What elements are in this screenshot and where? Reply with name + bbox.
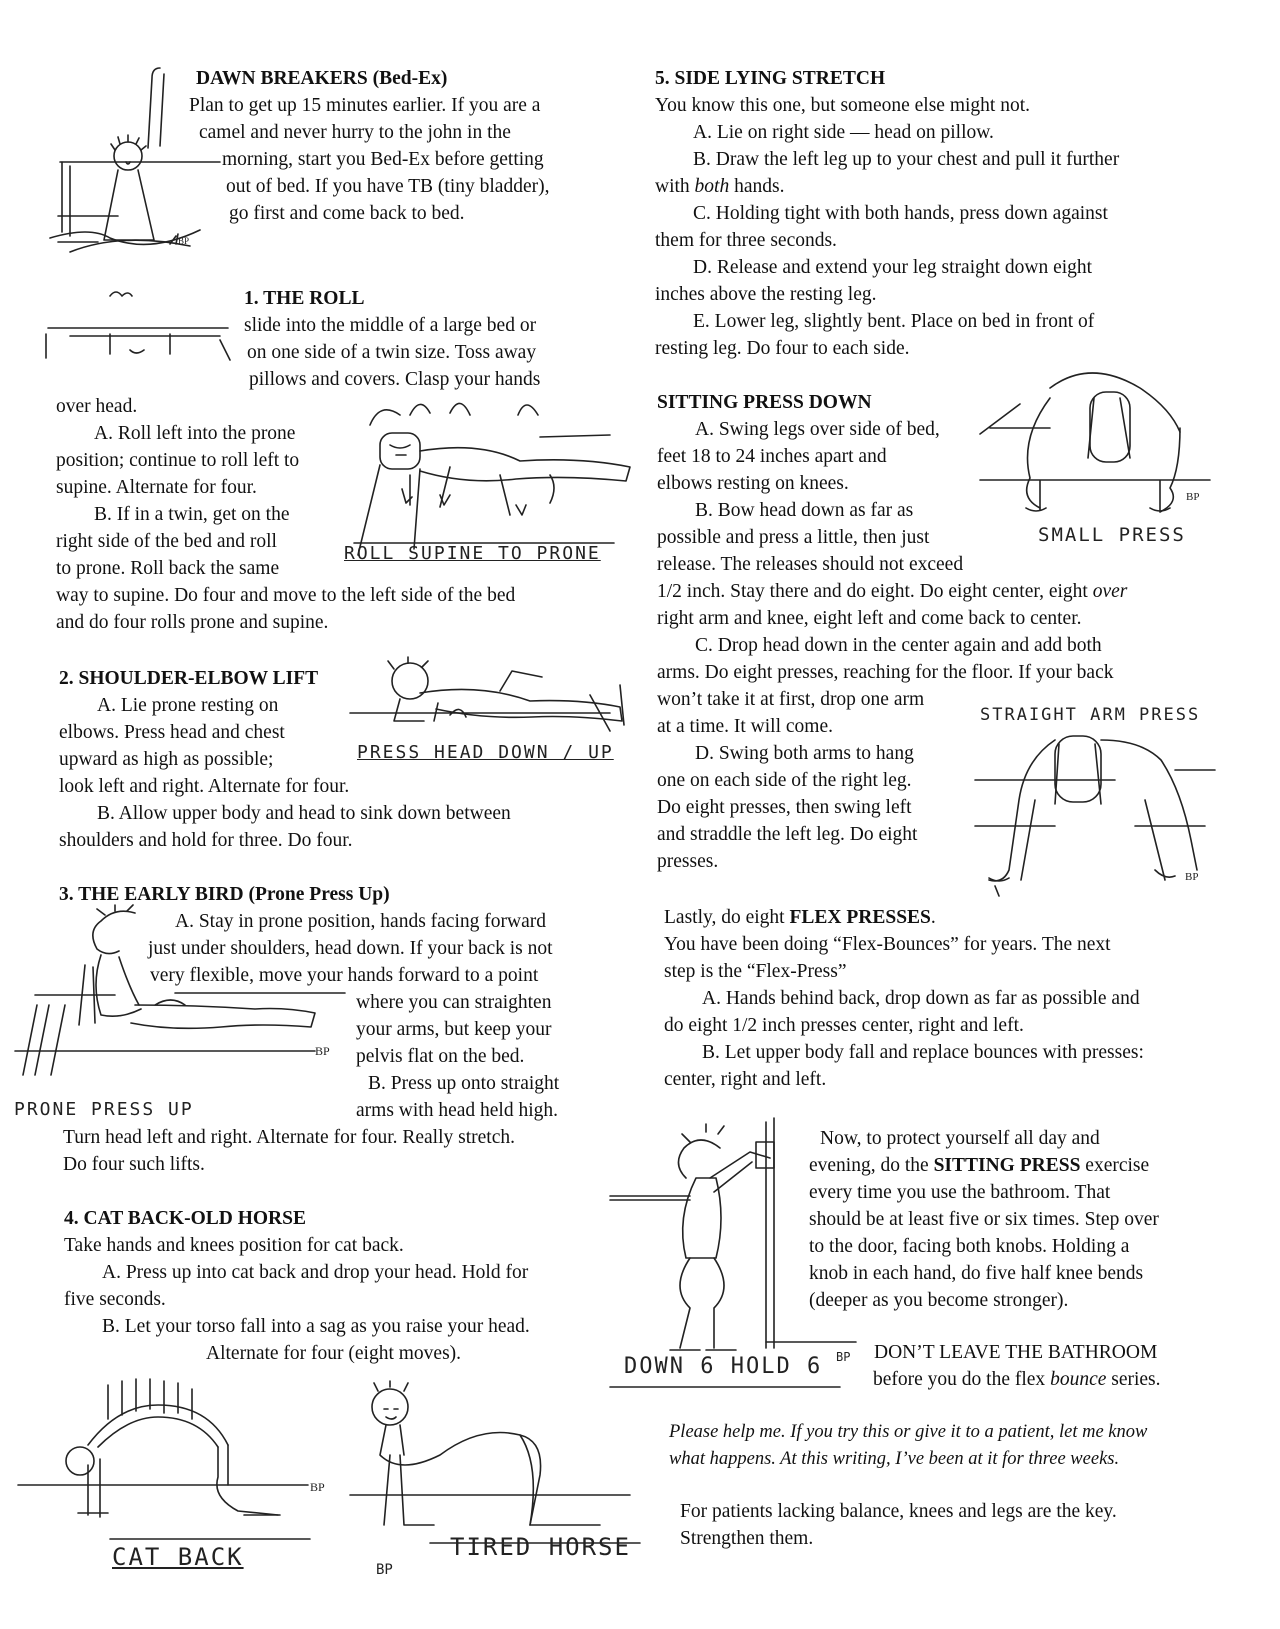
dont-series: series. <box>1106 1369 1161 1390</box>
early-a-line-2: just under shoulders, head down. If your back is not <box>148 938 553 959</box>
flex-period: . <box>930 907 936 928</box>
small-press-caption: SMALL PRESS <box>1038 524 1186 546</box>
side-b-line-2 <box>655 173 784 200</box>
straight-arm-sketch <box>975 730 1215 910</box>
early-bird-title: 3. THE EARLY BIRD (Prone Press Up) <box>59 884 390 905</box>
early-b-line-1: B. Press up onto straight <box>368 1073 560 1094</box>
flex-a-line-2: do eight 1/2 inch presses center, right and left. <box>664 1015 1024 1036</box>
side-a: A. Lie on right side — head on pillow. <box>693 122 994 143</box>
roll-b-line-1: B. If in a twin, get on the <box>94 504 290 525</box>
cat-back-title: 4. CAT BACK-OLD HORSE <box>64 1208 306 1229</box>
artist-initials: BP <box>310 1480 325 1494</box>
dont-leave-line-2 <box>873 1366 1161 1393</box>
flex-line-3: step is the “Flex-Press” <box>664 961 847 982</box>
dawn-breakers-title: DAWN BREAKERS (Bed-Ex) <box>196 68 448 89</box>
straight-arm-caption: STRAIGHT ARM PRESS <box>980 705 1201 725</box>
down-hold-caption: DOWN 6 HOLD 6 <box>624 1354 823 1379</box>
early-bird-sketch <box>15 905 345 1095</box>
flex-a-line-1: A. Hands behind back, drop down as far as possible and <box>702 988 1140 1009</box>
roll-caption: ROLL SUPINE TO PRONE <box>344 543 601 564</box>
patients-line-2: Strengthen them. <box>680 1528 814 1549</box>
early-a-line-6: pelvis flat on the bed. <box>356 1046 525 1067</box>
dawn-line-5: go first and come back to bed. <box>229 203 465 224</box>
artist-initials: BP <box>315 1044 330 1058</box>
early-a-line-5: your arms, but keep your <box>356 1019 552 1040</box>
sitting-press-title: SITTING PRESS DOWN <box>657 392 872 413</box>
dawn-line-4: out of bed. If you have TB (tiny bladder), <box>226 176 550 197</box>
bed-sketch <box>40 320 230 370</box>
side-lying-title: 5. SIDE LYING STRETCH <box>655 68 886 89</box>
cat-line-1: Take hands and knees position for cat back. <box>64 1235 404 1256</box>
sitting-b-line-3: release. The releases should not exceed <box>657 554 964 575</box>
artist-initials: BP <box>1185 871 1199 883</box>
bath-line-5: to the door, facing both knobs. Holding a <box>809 1236 1130 1257</box>
bath-exercise: exercise <box>1080 1155 1150 1176</box>
sitting-b-line-4-text: 1/2 inch. Stay there and do eight. Do eight center, eight <box>657 581 1093 602</box>
cat-b-line-1: B. Let your torso fall into a sag as you raise your head. <box>102 1316 530 1337</box>
sitting-b-line-5: right arm and knee, eight left and come back to center. <box>657 608 1082 629</box>
tired-horse-sketch <box>350 1375 660 1555</box>
tired-horse-caption: TIRED HORSE <box>450 1533 631 1561</box>
dawn-line-1: Plan to get up 15 minutes earlier. If you are a <box>189 95 541 116</box>
sitting-d-line-3: Do eight presses, then swing left <box>657 797 912 818</box>
dawn-breakers-sketch <box>40 66 200 301</box>
side-b-hands: hands. <box>729 176 785 197</box>
shoulder-a-line-3: upward as high as possible; <box>59 749 274 770</box>
side-b-with: with <box>655 176 695 197</box>
roll-line-2: on one side of a twin size. Toss away <box>247 342 537 363</box>
flex-line-1 <box>664 904 936 931</box>
early-bird-caption: PRONE PRESS UP <box>14 1099 194 1120</box>
roll-line-3: pillows and covers. Clasp your hands <box>249 369 541 390</box>
horse-initials: BP <box>376 1562 393 1578</box>
roll-b-line-5: and do four rolls prone and supine. <box>56 612 329 633</box>
side-e-line-1: E. Lower leg, slightly bent. Place on bed in front of <box>693 311 1095 332</box>
cat-back-sketch <box>18 1375 348 1555</box>
please-help-line-2: what happens. At this writing, I’ve been at it for three weeks. <box>669 1449 1120 1469</box>
side-line-1: You know this one, but someone else might not. <box>655 95 1031 116</box>
sitting-b-line-1: B. Bow head down as far as <box>695 500 914 521</box>
side-c-line-2: them for three seconds. <box>655 230 837 251</box>
dont-bounce: bounce <box>1050 1369 1107 1390</box>
shoulder-a-line-4: look left and right. Alternate for four. <box>59 776 350 797</box>
cat-b-line-2: Alternate for four (eight moves). <box>206 1343 462 1364</box>
shoulder-lift-sketch <box>350 655 640 755</box>
dawn-line-2: camel and never hurry to the john in the <box>199 122 511 143</box>
side-e-line-2: resting leg. Do four to each side. <box>655 338 910 359</box>
cat-a-line-2: five seconds. <box>64 1289 166 1310</box>
dont-leave-line-1: DON’T LEAVE THE BATHROOM <box>874 1342 1158 1363</box>
sitting-c-line-4: at a time. It will come. <box>657 716 833 737</box>
bath-line-6: knob in each hand, do five half knee bends <box>809 1263 1144 1284</box>
roll-line-1: slide into the middle of a large bed or <box>244 315 537 336</box>
flex-line-2: You have been doing “Flex-Bounces” for years. The next <box>664 934 1111 955</box>
sitting-d-line-4: and straddle the left leg. Do eight <box>657 824 918 845</box>
bath-evening: evening, do the <box>809 1155 934 1176</box>
roll-a-line-1: A. Roll left into the prone <box>94 423 296 444</box>
shoulder-elbow-title: 2. SHOULDER-ELBOW LIFT <box>59 668 319 689</box>
bath-line-3: every time you use the bathroom. That <box>809 1182 1111 1203</box>
dont-before: before you do the flex <box>873 1369 1051 1390</box>
artist-initials: BP <box>1186 491 1200 503</box>
shoulder-a-line-1: A. Lie prone resting on <box>97 695 279 716</box>
sitting-b-line-2: possible and press a little, then just <box>657 527 930 548</box>
shoulder-b-line-1: B. Allow upper body and head to sink down between <box>97 803 511 824</box>
side-b-line-1: B. Draw the left leg up to your chest and pull it further <box>693 149 1120 170</box>
roll-line-4: over head. <box>56 396 138 417</box>
side-c-line-1: C. Holding tight with both hands, press down against <box>693 203 1108 224</box>
artist-initials: BP <box>178 236 190 246</box>
early-b-line-3: Turn head left and right. Alternate for four. Really stretch. <box>63 1127 515 1148</box>
flex-lastly: Lastly, do eight <box>664 907 790 928</box>
side-d-line-2: inches above the resting leg. <box>655 284 877 305</box>
shoulder-b-line-2: shoulders and hold for three. Do four. <box>59 830 353 851</box>
bath-sitting-press: SITTING PRESS <box>933 1155 1081 1176</box>
early-a-line-3: very flexible, move your hands forward to a point <box>150 965 539 986</box>
side-d-line-1: D. Release and extend your leg straight down eight <box>693 257 1093 278</box>
cat-back-caption: CAT BACK <box>112 1543 244 1571</box>
caption-underline <box>610 1385 850 1391</box>
sitting-a-line-1: A. Swing legs over side of bed, <box>695 419 940 440</box>
bath-initials: BP <box>836 1350 851 1364</box>
bath-line-7: (deeper as you become stronger). <box>809 1290 1069 1311</box>
bath-line-4: should be at least five or six times. Step over <box>809 1209 1159 1230</box>
sitting-b-line-4 <box>657 578 1127 605</box>
shoulder-caption: PRESS HEAD DOWN / UP <box>357 742 614 763</box>
roll-b-line-2: right side of the bed and roll <box>56 531 277 552</box>
sitting-d-line-1: D. Swing both arms to hang <box>695 743 914 764</box>
please-help-line-1: Please help me. If you try this or give it to a patient, let me know <box>669 1422 1148 1442</box>
side-b-both: both <box>694 176 730 197</box>
sitting-c-line-1: C. Drop head down in the center again and add both <box>695 635 1102 656</box>
roll-b-line-4: way to supine. Do four and move to the left side of the bed <box>56 585 516 606</box>
small-press-sketch <box>980 368 1210 528</box>
sitting-d-line-5: presses. <box>657 851 719 872</box>
early-a-line-1: A. Stay in prone position, hands facing forward <box>175 911 546 932</box>
flex-b-line-1: B. Let upper body fall and replace bounces with presses: <box>702 1042 1144 1063</box>
the-roll-title: 1. THE ROLL <box>244 288 365 309</box>
early-b-line-4: Do four such lifts. <box>63 1154 205 1175</box>
sitting-c-line-3: won’t take it at first, drop one arm <box>657 689 925 710</box>
shoulder-a-line-2: elbows. Press head and chest <box>59 722 285 743</box>
sitting-a-line-2: feet 18 to 24 inches apart and <box>657 446 887 467</box>
early-a-line-4: where you can straighten <box>356 992 552 1013</box>
roll-b-line-3: to prone. Roll back the same <box>56 558 280 579</box>
roll-a-line-3: supine. Alternate for four. <box>56 477 257 498</box>
sitting-a-line-3: elbows resting on knees. <box>657 473 849 494</box>
flex-presses-bold: FLEX PRESSES <box>789 907 931 928</box>
roll-a-line-2: position; continue to roll left to <box>56 450 300 471</box>
sitting-c-line-2: arms. Do eight presses, reaching for the floor. If your back <box>657 662 1114 683</box>
bath-line-2 <box>809 1152 1149 1179</box>
early-b-line-2: arms with head held high. <box>356 1100 558 1121</box>
patients-line-1: For patients lacking balance, knees and legs are the key. <box>680 1501 1117 1522</box>
flex-b-line-2: center, right and left. <box>664 1069 827 1090</box>
dawn-line-3: morning, start you Bed-Ex before getting <box>222 149 544 170</box>
sitting-d-line-2: one on each side of the right leg. <box>657 770 912 791</box>
cat-a-line-1: A. Press up into cat back and drop your head. Hold for <box>102 1262 529 1283</box>
bath-line-1: Now, to protect yourself all day and <box>820 1128 1100 1149</box>
sitting-b-over: over <box>1092 581 1128 602</box>
